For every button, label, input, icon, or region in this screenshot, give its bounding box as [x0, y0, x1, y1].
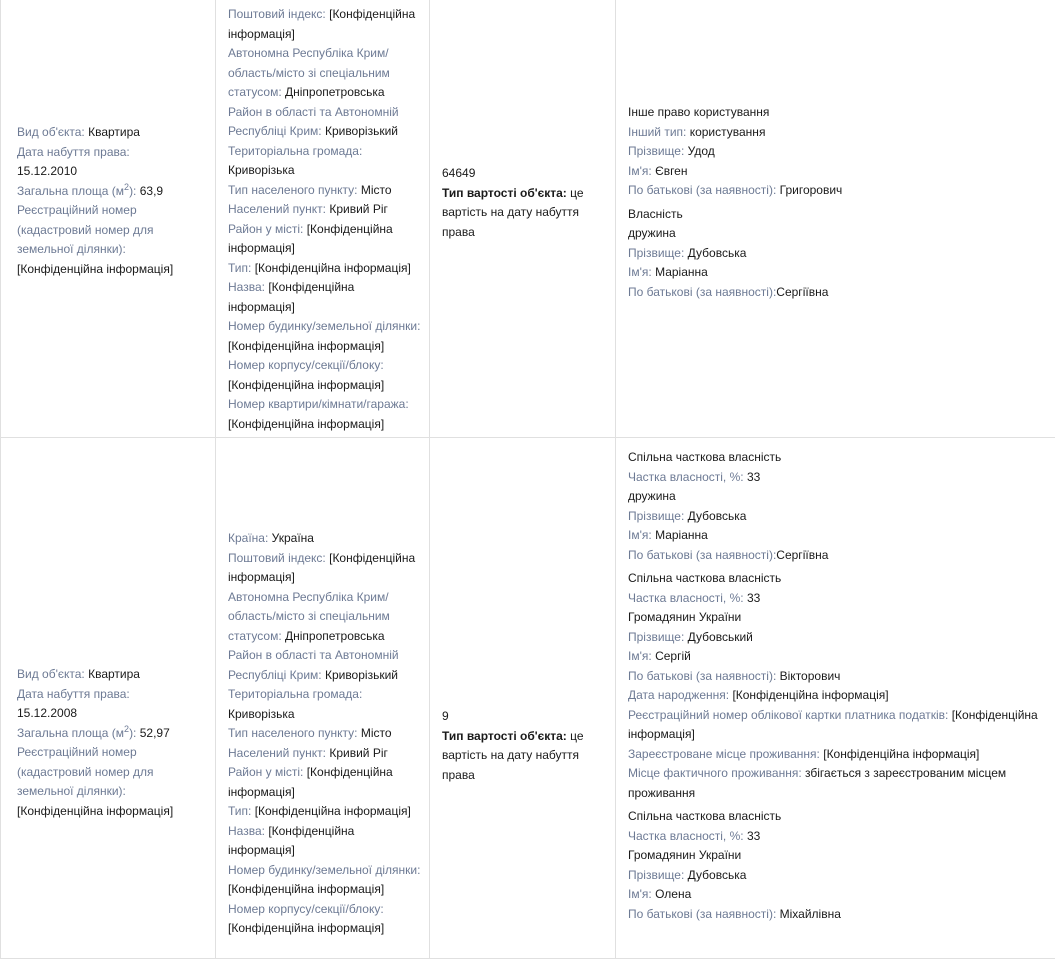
- address-field-value: Кривий Ріг: [329, 745, 388, 760]
- right-field-value: Маріанна: [655, 528, 708, 542]
- right-field-value: [Конфіденційна інформація]: [823, 746, 980, 761]
- address-field-label: Автономна Республіка Крим/ область/місто зі спеціальним статусом:: [228, 589, 390, 643]
- acquisition-date-label: Дата набуття права:: [17, 686, 130, 701]
- right-field-label: Прізвище:: [628, 867, 685, 882]
- address-line: [228, 356, 421, 395]
- address-field-value: [Конфіденційна інформація]: [228, 7, 416, 41]
- right-line: [628, 487, 1047, 507]
- right-line: [628, 224, 1047, 244]
- address-line: [228, 220, 421, 259]
- right-field-value: Дубовська: [687, 245, 747, 260]
- address-field-value: [Конфіденційна інформація]: [228, 823, 355, 857]
- right-field-value: Дубовська: [687, 867, 747, 882]
- right-line: [628, 885, 1047, 905]
- address-line: [228, 822, 421, 861]
- address-field-value: Дніпропетровська: [285, 628, 385, 643]
- right-field-value: Олена: [655, 887, 692, 901]
- right-field-value: Євген: [655, 163, 688, 178]
- object-value-amount: 9: [442, 709, 449, 723]
- address-line: [228, 900, 421, 939]
- right-line: [628, 263, 1047, 283]
- address-field-value: Місто: [360, 726, 392, 740]
- right-line: [628, 468, 1047, 488]
- right-type: Спільна часткова власність: [628, 450, 782, 464]
- right-line: [628, 162, 1047, 182]
- right-field-label: Реєстраційний номер облікової картки платника податків:: [628, 707, 949, 722]
- address-field-label: Номер корпусу/секції/блоку:: [228, 901, 384, 916]
- right-line: [628, 283, 1047, 303]
- address-field-label: Поштовий індекс:: [228, 550, 326, 565]
- right-field-value: дружина: [628, 489, 676, 503]
- right-field-value: Громадянин України: [628, 848, 742, 862]
- address-line: [228, 588, 421, 647]
- right-block: [628, 448, 1047, 565]
- address-field-value: Криворізький: [324, 124, 398, 138]
- right-line: [628, 244, 1047, 264]
- address-field-value: [Конфіденційна інформація]: [228, 882, 385, 896]
- address-field-value: [Конфіденційна інформація]: [228, 377, 385, 392]
- address-field-value: Дніпропетровська: [285, 85, 385, 99]
- address-field-label: Тип:: [228, 260, 252, 275]
- right-line: [628, 706, 1047, 745]
- acquisition-date-value: 15.12.2010: [17, 164, 78, 178]
- address-field-label: Номер будинку/земельної ділянки:: [228, 862, 421, 877]
- address-field-label: Населений пункт:: [228, 202, 326, 216]
- registration-number-label: Реєстраційний номер (кадастровий номер для земельної ділянки):: [17, 745, 154, 798]
- right-field-value: 33: [746, 828, 761, 843]
- right-field-label: Інший тип:: [628, 124, 687, 139]
- right-field-label: По батькові (за наявності):: [628, 284, 777, 299]
- right-field-value: Удод: [687, 144, 715, 158]
- address-field-value: [Конфіденційна інформація]: [228, 280, 355, 314]
- address-field-value: [Конфіденційна інформація]: [228, 221, 393, 255]
- right-field-value: Громадянин України: [628, 610, 742, 624]
- right-field-value: [Конфіденційна інформація]: [628, 707, 1038, 741]
- address-line: [228, 646, 421, 685]
- right-line: [628, 507, 1047, 527]
- registration-number-label: Реєстраційний номер (кадастровий номер для земельної ділянки):: [17, 203, 154, 256]
- table-row: [0, 0, 1055, 438]
- acquisition-date-label: Дата набуття права:: [17, 144, 130, 159]
- right-line: [628, 181, 1047, 201]
- right-block: [628, 205, 1047, 303]
- right-field-value: користування: [689, 124, 766, 139]
- address-cell: [215, 438, 429, 958]
- right-field-label: Частка власності, %:: [628, 828, 744, 843]
- address-line: [228, 259, 421, 279]
- object-type-value: Квартира: [88, 125, 140, 139]
- object-type-value: Квартира: [88, 667, 140, 681]
- address-field-value: Кривий Ріг: [329, 202, 388, 216]
- address-line: [228, 802, 421, 822]
- address-field-value: Україна: [271, 531, 314, 545]
- address-line: [228, 181, 421, 201]
- address-line: [228, 861, 421, 900]
- address-field-label: Номер будинку/земельної ділянки:: [228, 319, 421, 333]
- address-field-label: Населений пункт:: [228, 745, 326, 760]
- right-field-label: Дата народження:: [628, 688, 730, 702]
- address-line: [228, 142, 421, 181]
- right-field-label: Прізвище:: [628, 144, 685, 158]
- area-value: 63,9: [139, 183, 164, 198]
- address-line: [228, 549, 421, 588]
- area-label: Загальна площа $(м^2)$:: [17, 181, 137, 198]
- address-field-label: Територіальна громада:: [228, 143, 363, 158]
- address-line: [228, 44, 421, 103]
- value-type-value: це вартість на дату набуття права: [442, 185, 584, 239]
- address-line: [228, 529, 421, 549]
- address-field-label: Поштовий індекс:: [228, 7, 326, 21]
- right-field-value: дружина: [628, 226, 676, 240]
- right-line: [628, 526, 1047, 546]
- right-block: [628, 569, 1047, 803]
- right-field-value: Дубовський: [687, 629, 753, 644]
- right-field-label: Ім'я:: [628, 887, 652, 901]
- right-field-value: Григорович: [779, 183, 843, 197]
- right-line: [628, 686, 1047, 706]
- value-type-label: Тип вартості об'єкта:: [442, 185, 567, 200]
- address-field-label: Територіальна громада:: [228, 687, 363, 701]
- object-cell: [0, 0, 215, 437]
- right-line: [628, 827, 1047, 847]
- right-field-label: Прізвище:: [628, 629, 685, 644]
- right-line: [628, 745, 1047, 765]
- right-field-label: Ім'я:: [628, 265, 652, 279]
- address-field-label: Номер квартири/кімнати/гаража:: [228, 397, 409, 411]
- right-field-label: По батькові (за наявності):: [628, 547, 777, 562]
- address-line: [228, 685, 421, 724]
- right-type: Спільна часткова власність: [628, 809, 782, 823]
- address-line: [228, 763, 421, 802]
- object-value-amount: 64649: [442, 166, 476, 180]
- right-field-value: Сергіївна: [776, 284, 829, 299]
- address-field-label: Тип населеного пункту:: [228, 182, 358, 197]
- right-block: [628, 807, 1047, 924]
- right-field-label: По батькові (за наявності):: [628, 668, 777, 683]
- right-field-value: [Конфіденційна інформація]: [732, 688, 889, 702]
- address-field-value: [Конфіденційна інформація]: [228, 921, 385, 935]
- address-field-value: [Конфіденційна інформація]: [254, 260, 411, 275]
- table-row: [0, 438, 1055, 959]
- registration-number-value: [Конфіденційна інформація]: [17, 261, 174, 276]
- address-field-value: [Конфіденційна інформація]: [228, 338, 385, 353]
- right-type: Спільна часткова власність: [628, 571, 782, 585]
- object-cell: [0, 438, 215, 958]
- right-field-value: Дубовська: [687, 508, 747, 523]
- rights-cell: [615, 438, 1055, 958]
- object-type-label: Вид об'єкта:: [17, 667, 85, 681]
- value-cell: [429, 438, 615, 958]
- right-field-label: Ім'я:: [628, 163, 652, 178]
- right-line: [628, 667, 1047, 687]
- address-line: [228, 278, 421, 317]
- right-line: [628, 546, 1047, 566]
- address-field-value: [Конфіденційна інформація]: [228, 416, 385, 431]
- right-field-label: Ім'я:: [628, 528, 652, 542]
- value-type-label: Тип вартості об'єкта:: [442, 728, 567, 743]
- right-line: [628, 866, 1047, 886]
- address-field-label: Тип:: [228, 804, 252, 818]
- address-field-value: Криворізька: [228, 706, 295, 721]
- acquisition-date-value: 15.12.2008: [17, 706, 78, 720]
- registration-number-value: [Конфіденційна інформація]: [17, 803, 174, 818]
- address-line: [228, 5, 421, 44]
- address-field-label: Країна:: [228, 531, 269, 545]
- address-field-value: [Конфіденційна інформація]: [228, 550, 416, 584]
- right-field-value: Міхайлівна: [779, 906, 841, 921]
- address-line: [228, 317, 421, 356]
- address-field-label: Район у місті:: [228, 765, 304, 779]
- address-line: [228, 395, 421, 434]
- right-field-label: По батькові (за наявності):: [628, 906, 777, 921]
- right-field-value: збігається з зареєстрованим місцем проживання: [628, 766, 1007, 800]
- right-field-value: Сергій: [655, 649, 691, 663]
- address-line: [228, 744, 421, 764]
- value-cell: [429, 0, 615, 437]
- right-field-value: 33: [746, 590, 761, 605]
- address-field-label: Район в області та Автономній Республіці Крим:: [228, 648, 399, 682]
- right-field-value: 33: [746, 469, 761, 484]
- address-field-value: Криворізька: [228, 163, 295, 177]
- right-field-label: Ім'я:: [628, 649, 652, 663]
- right-field-value: Маріанна: [655, 265, 708, 279]
- area-value: 52,97: [139, 725, 170, 740]
- address-line: [228, 200, 421, 220]
- value-type-value: це вартість на дату набуття права: [442, 728, 584, 782]
- address-line: [228, 103, 421, 142]
- right-block: [628, 103, 1047, 201]
- address-field-value: Місто: [360, 182, 392, 197]
- address-field-label: Номер корпусу/секції/блоку:: [228, 358, 384, 372]
- address-field-label: Район у місті:: [228, 221, 304, 236]
- address-field-value: Криворізький: [324, 667, 398, 682]
- right-field-label: Місце фактичного проживання:: [628, 766, 802, 780]
- right-line: [628, 628, 1047, 648]
- address-field-label: Район в області та Автономній Республіці Крим:: [228, 104, 399, 138]
- address-field-label: Автономна Республіка Крим/ область/місто зі спеціальним статусом:: [228, 46, 390, 99]
- address-field-value: [Конфіденційна інформація]: [228, 765, 393, 799]
- right-line: [628, 589, 1047, 609]
- right-field-value: Вікторович: [779, 668, 841, 683]
- right-field-label: Прізвище:: [628, 245, 685, 260]
- right-line: [628, 123, 1047, 143]
- rights-cell: [615, 0, 1055, 437]
- right-field-value: Сергіївна: [776, 547, 829, 562]
- area-label: Загальна площа $(м^2)$:: [17, 723, 137, 740]
- right-field-label: Частка власності, %:: [628, 469, 744, 484]
- right-line: [628, 846, 1047, 866]
- right-line: [628, 142, 1047, 162]
- right-field-label: Частка власності, %:: [628, 590, 744, 605]
- right-field-label: По батькові (за наявності):: [628, 183, 777, 197]
- address-line: [228, 724, 421, 744]
- right-line: [628, 905, 1047, 925]
- address-field-label: Назва:: [228, 823, 265, 838]
- right-line: [628, 647, 1047, 667]
- address-cell: [215, 0, 429, 437]
- right-line: [628, 608, 1047, 628]
- address-field-value: [Конфіденційна інформація]: [254, 804, 411, 818]
- right-type: Інше право користування: [628, 105, 770, 119]
- address-field-label: Тип населеного пункту:: [228, 726, 358, 740]
- object-type-label: Вид об'єкта:: [17, 125, 85, 139]
- right-field-label: Зареєстроване місце проживання:: [628, 746, 820, 761]
- right-field-label: Прізвище:: [628, 508, 685, 523]
- right-type: Власність: [628, 206, 683, 221]
- right-line: [628, 764, 1047, 803]
- address-field-label: Назва:: [228, 280, 265, 294]
